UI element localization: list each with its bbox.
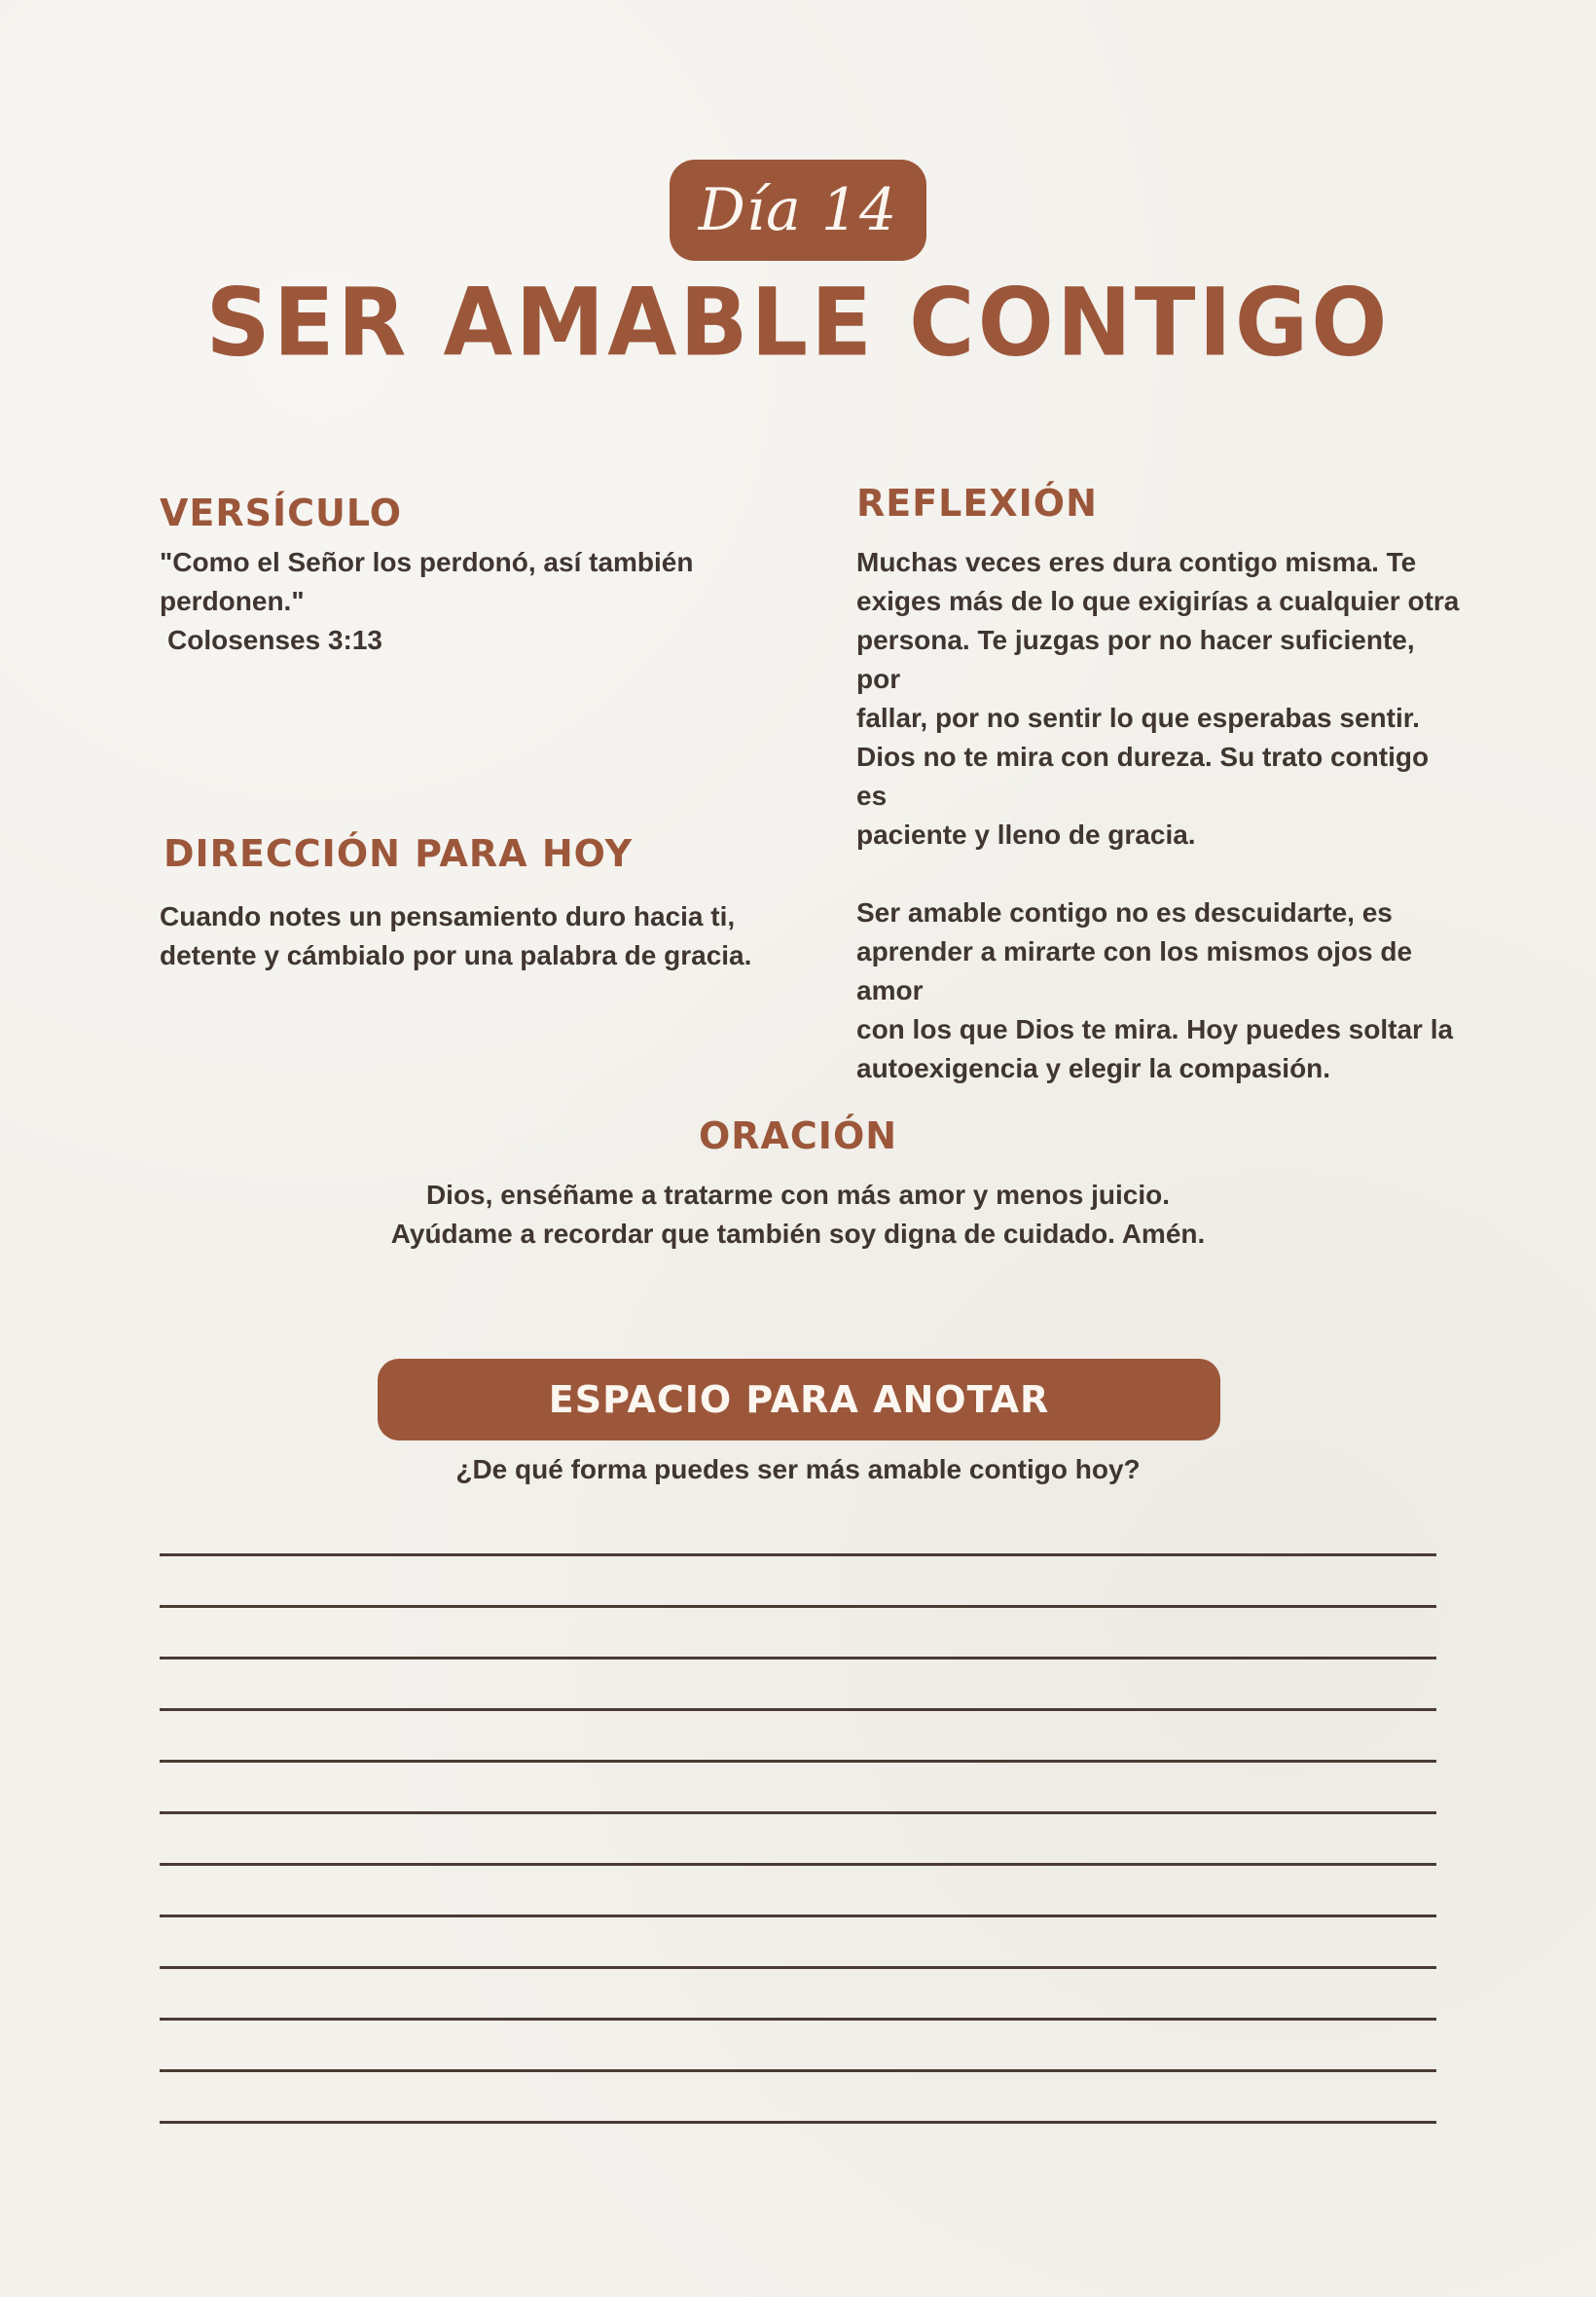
notes-heading: ESPACIO PARA ANOTAR bbox=[548, 1378, 1050, 1421]
writing-line[interactable] bbox=[160, 1760, 1436, 1763]
direccion-heading: DIRECCIÓN PARA HOY bbox=[163, 832, 634, 875]
reflexion-line: Muchas veces eres dura contigo misma. Te bbox=[856, 547, 1417, 577]
oracion-line: Ayúdame a recordar que también soy digna de cuidado. Amén. bbox=[390, 1219, 1206, 1249]
direccion-line: detente y cámbialo por una palabra de gracia. bbox=[160, 940, 752, 970]
writing-line[interactable] bbox=[160, 1811, 1436, 1814]
versiculo-heading: VERSÍCULO bbox=[160, 492, 403, 534]
versiculo-quote-line: "Como el Señor los perdonó, así también bbox=[160, 547, 694, 577]
writing-line[interactable] bbox=[160, 2069, 1436, 2072]
versiculo-reference: Colosenses 3:13 bbox=[167, 625, 382, 655]
direccion-line: Cuando notes un pensamiento duro hacia ti, bbox=[160, 901, 736, 931]
oracion-text bbox=[0, 1176, 1596, 1254]
reflexion-line: paciente y lleno de gracia. bbox=[856, 820, 1196, 850]
reflexion-heading: REFLEXIÓN bbox=[856, 482, 1098, 525]
direccion-text bbox=[160, 897, 763, 975]
oracion-line: Dios, enséñame a tratarme con más amor y menos juicio. bbox=[425, 1180, 1171, 1210]
reflexion-line: Ser amable contigo no es descuidarte, es bbox=[856, 897, 1393, 928]
day-label: Día 14 bbox=[698, 176, 898, 244]
writing-line[interactable] bbox=[160, 1863, 1436, 1866]
versiculo-quote-line: perdonen." bbox=[160, 586, 305, 616]
writing-line[interactable] bbox=[160, 1708, 1436, 1711]
writing-line[interactable] bbox=[160, 1657, 1436, 1659]
reflexion-line: fallar, por no sentir lo que esperabas sentir. bbox=[856, 703, 1420, 733]
page-title: SER AMABLE CONTIGO bbox=[205, 268, 1391, 378]
day-badge bbox=[670, 160, 926, 261]
reflexion-text bbox=[856, 543, 1460, 1088]
writing-line[interactable] bbox=[160, 1605, 1436, 1608]
reflexion-line: con los que Dios te mira. Hoy puedes soltar la bbox=[856, 1014, 1454, 1044]
writing-line[interactable] bbox=[160, 1553, 1436, 1556]
notes-prompt: ¿De qué forma puedes ser más amable contigo hoy? bbox=[455, 1454, 1141, 1484]
writing-lines[interactable] bbox=[160, 1553, 1436, 2172]
notes-header-bar bbox=[378, 1359, 1220, 1440]
reflexion-line: aprender a mirarte con los mismos ojos de amor bbox=[856, 936, 1413, 1005]
writing-line[interactable] bbox=[160, 2121, 1436, 2124]
reflexion-line: autoexigencia y elegir la compasión. bbox=[856, 1053, 1331, 1083]
reflexion-line: Dios no te mira con dureza. Su trato contigo es bbox=[856, 742, 1430, 811]
reflexion-line: persona. Te juzgas por no hacer suficiente, por bbox=[856, 625, 1415, 694]
writing-line[interactable] bbox=[160, 1966, 1436, 1969]
versiculo-text bbox=[160, 543, 705, 660]
reflexion-paragraph-1 bbox=[856, 543, 1460, 855]
reflexion-line: exiges más de lo que exigirías a cualquier otra bbox=[856, 586, 1460, 616]
writing-line[interactable] bbox=[160, 2018, 1436, 2021]
reflexion-paragraph-2 bbox=[856, 893, 1460, 1088]
oracion-heading: ORACIÓN bbox=[698, 1114, 898, 1157]
writing-line[interactable] bbox=[160, 1914, 1436, 1917]
